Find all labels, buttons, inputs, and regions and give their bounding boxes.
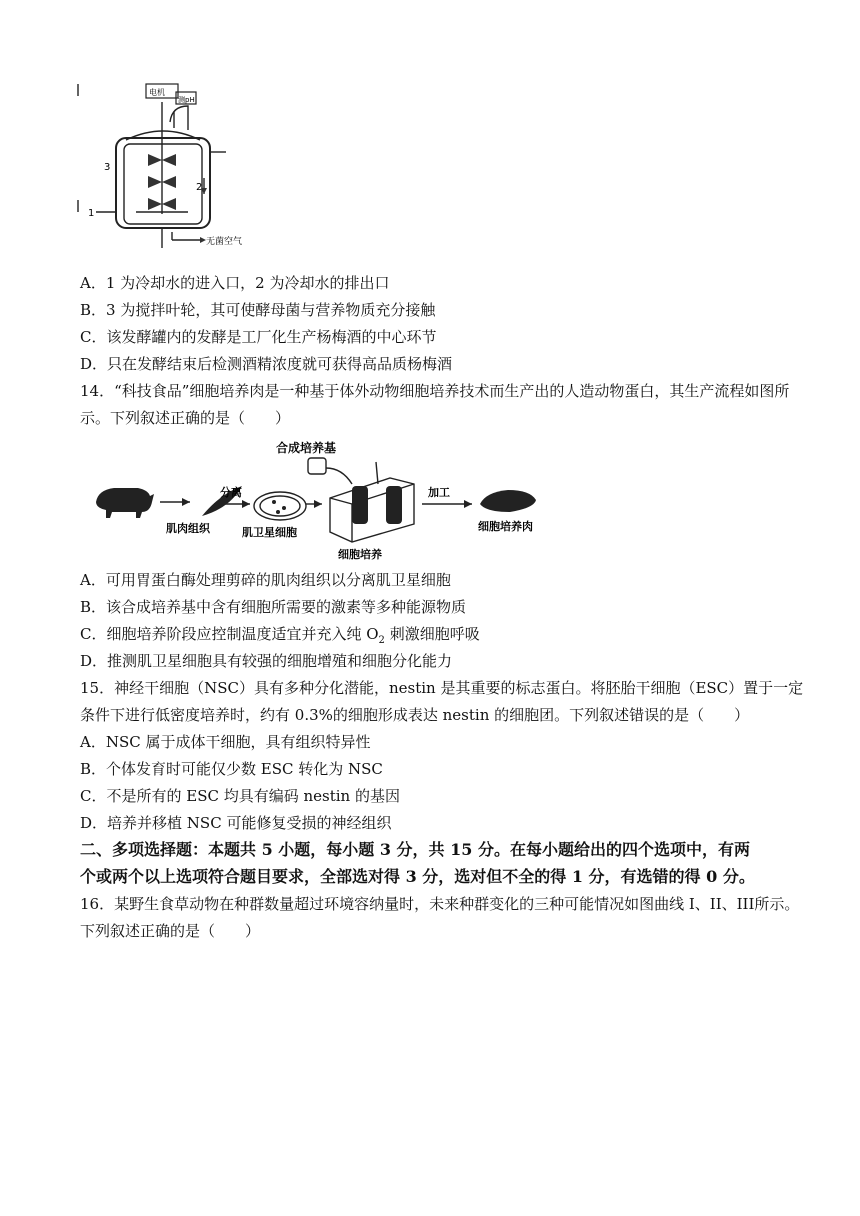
cell-culture-label: 细胞培养 <box>338 548 382 561</box>
q13-option-c: C．该发酵罐内的发酵是工厂化生产杨梅酒的中心环节 <box>80 328 437 346</box>
fermenter-diagram <box>76 82 246 252</box>
separate-label: 分离 <box>220 486 242 499</box>
q14-option-c-text: C．细胞培养阶段应控制温度适宜并充入纯 O <box>80 625 379 643</box>
q15-stem-line2: 条件下进行低密度培养时，约有 0.3%的细胞形成表达 nestin 的细胞团。下列叙述错误的是（ ） <box>80 706 750 724</box>
motor-label: 电机 <box>149 88 165 97</box>
sterile-air-label: 无菌空气 <box>206 237 243 247</box>
q16-stem-line1: 16．某野生食草动物在种群数量超过环境容纳量时，未来种群变化的三种可能情况如图曲线 I、II、III所示。 <box>80 895 800 913</box>
q15-option-d: D．培养并移植 NSC 可能修复受损的神经组织 <box>80 814 392 832</box>
q14-stem-line2: 示。下列叙述正确的是（ ） <box>80 409 291 427</box>
q16-stem-line2: 下列叙述正确的是（ ） <box>80 922 261 940</box>
q15-stem-line1: 15．神经干细胞（NSC）具有多种分化潜能，nestin 是其重要的标志蛋白。将胚胎干细胞（ESC）置于一定 <box>80 679 804 697</box>
q14-option-a: A．可用胃蛋白酶处理剪碎的肌肉组织以分离肌卫星细胞 <box>80 571 451 589</box>
q15-option-b: B．个体发育时可能仅少数 ESC 转化为 NSC <box>80 760 383 778</box>
q14-stem-line1: 14．“科技食品”细胞培养肉是一种基于体外动物细胞培养技术而生产出的人造动物蛋白，其生产流程如图所 <box>80 382 790 400</box>
q13-option-d: D．只在发酵结束后检测酒精浓度就可获得高品质杨梅酒 <box>80 355 453 373</box>
fig13-label-2: 2 <box>196 182 203 193</box>
section2-heading-line2: 个或两个以上选项符合题目要求，全部选对得 3 分，选对但不全的得 1 分，有选错的得 0 分。 <box>80 867 755 886</box>
ph-probe-label: 测pH <box>178 96 195 104</box>
q15-option-a: A．NSC 属于成体干细胞，具有组织特异性 <box>80 733 371 751</box>
cultured-meat-flow-diagram <box>90 438 560 566</box>
section2-heading-line1: 二、多项选择题：本题共 5 小题，每小题 3 分，共 15 分。在每小题给出的四个选项中，有两 <box>80 840 750 859</box>
synthetic-medium-label: 合成培养基 <box>276 441 337 455</box>
q13-option-b: B．3 为搅拌叶轮，其可使酵母菌与营养物质充分接触 <box>80 301 436 319</box>
process-label: 加工 <box>428 486 450 499</box>
satellite-cell-label: 肌卫星细胞 <box>242 526 297 539</box>
q14-option-c-tail: 刺激细胞呼吸 <box>384 625 480 643</box>
q14-option-b: B．该合成培养基中含有细胞所需要的激素等多种能源物质 <box>80 598 467 616</box>
q15-option-c: C．不是所有的 ESC 均具有编码 nestin 的基因 <box>80 787 400 805</box>
fig13-label-3: 3 <box>104 162 111 173</box>
q13-option-a: A．1 为冷却水的进入口，2 为冷却水的排出口 <box>80 274 390 292</box>
o2-subscript: 2 <box>378 635 385 646</box>
q14-option-c <box>80 624 480 651</box>
q14-option-d: D．推测肌卫星细胞具有较强的细胞增殖和细胞分化能力 <box>80 652 453 670</box>
muscle-tissue-label: 肌肉组织 <box>166 522 210 535</box>
fig13-label-1: 1 <box>88 208 95 219</box>
cultured-meat-label: 细胞培养肉 <box>478 520 533 533</box>
